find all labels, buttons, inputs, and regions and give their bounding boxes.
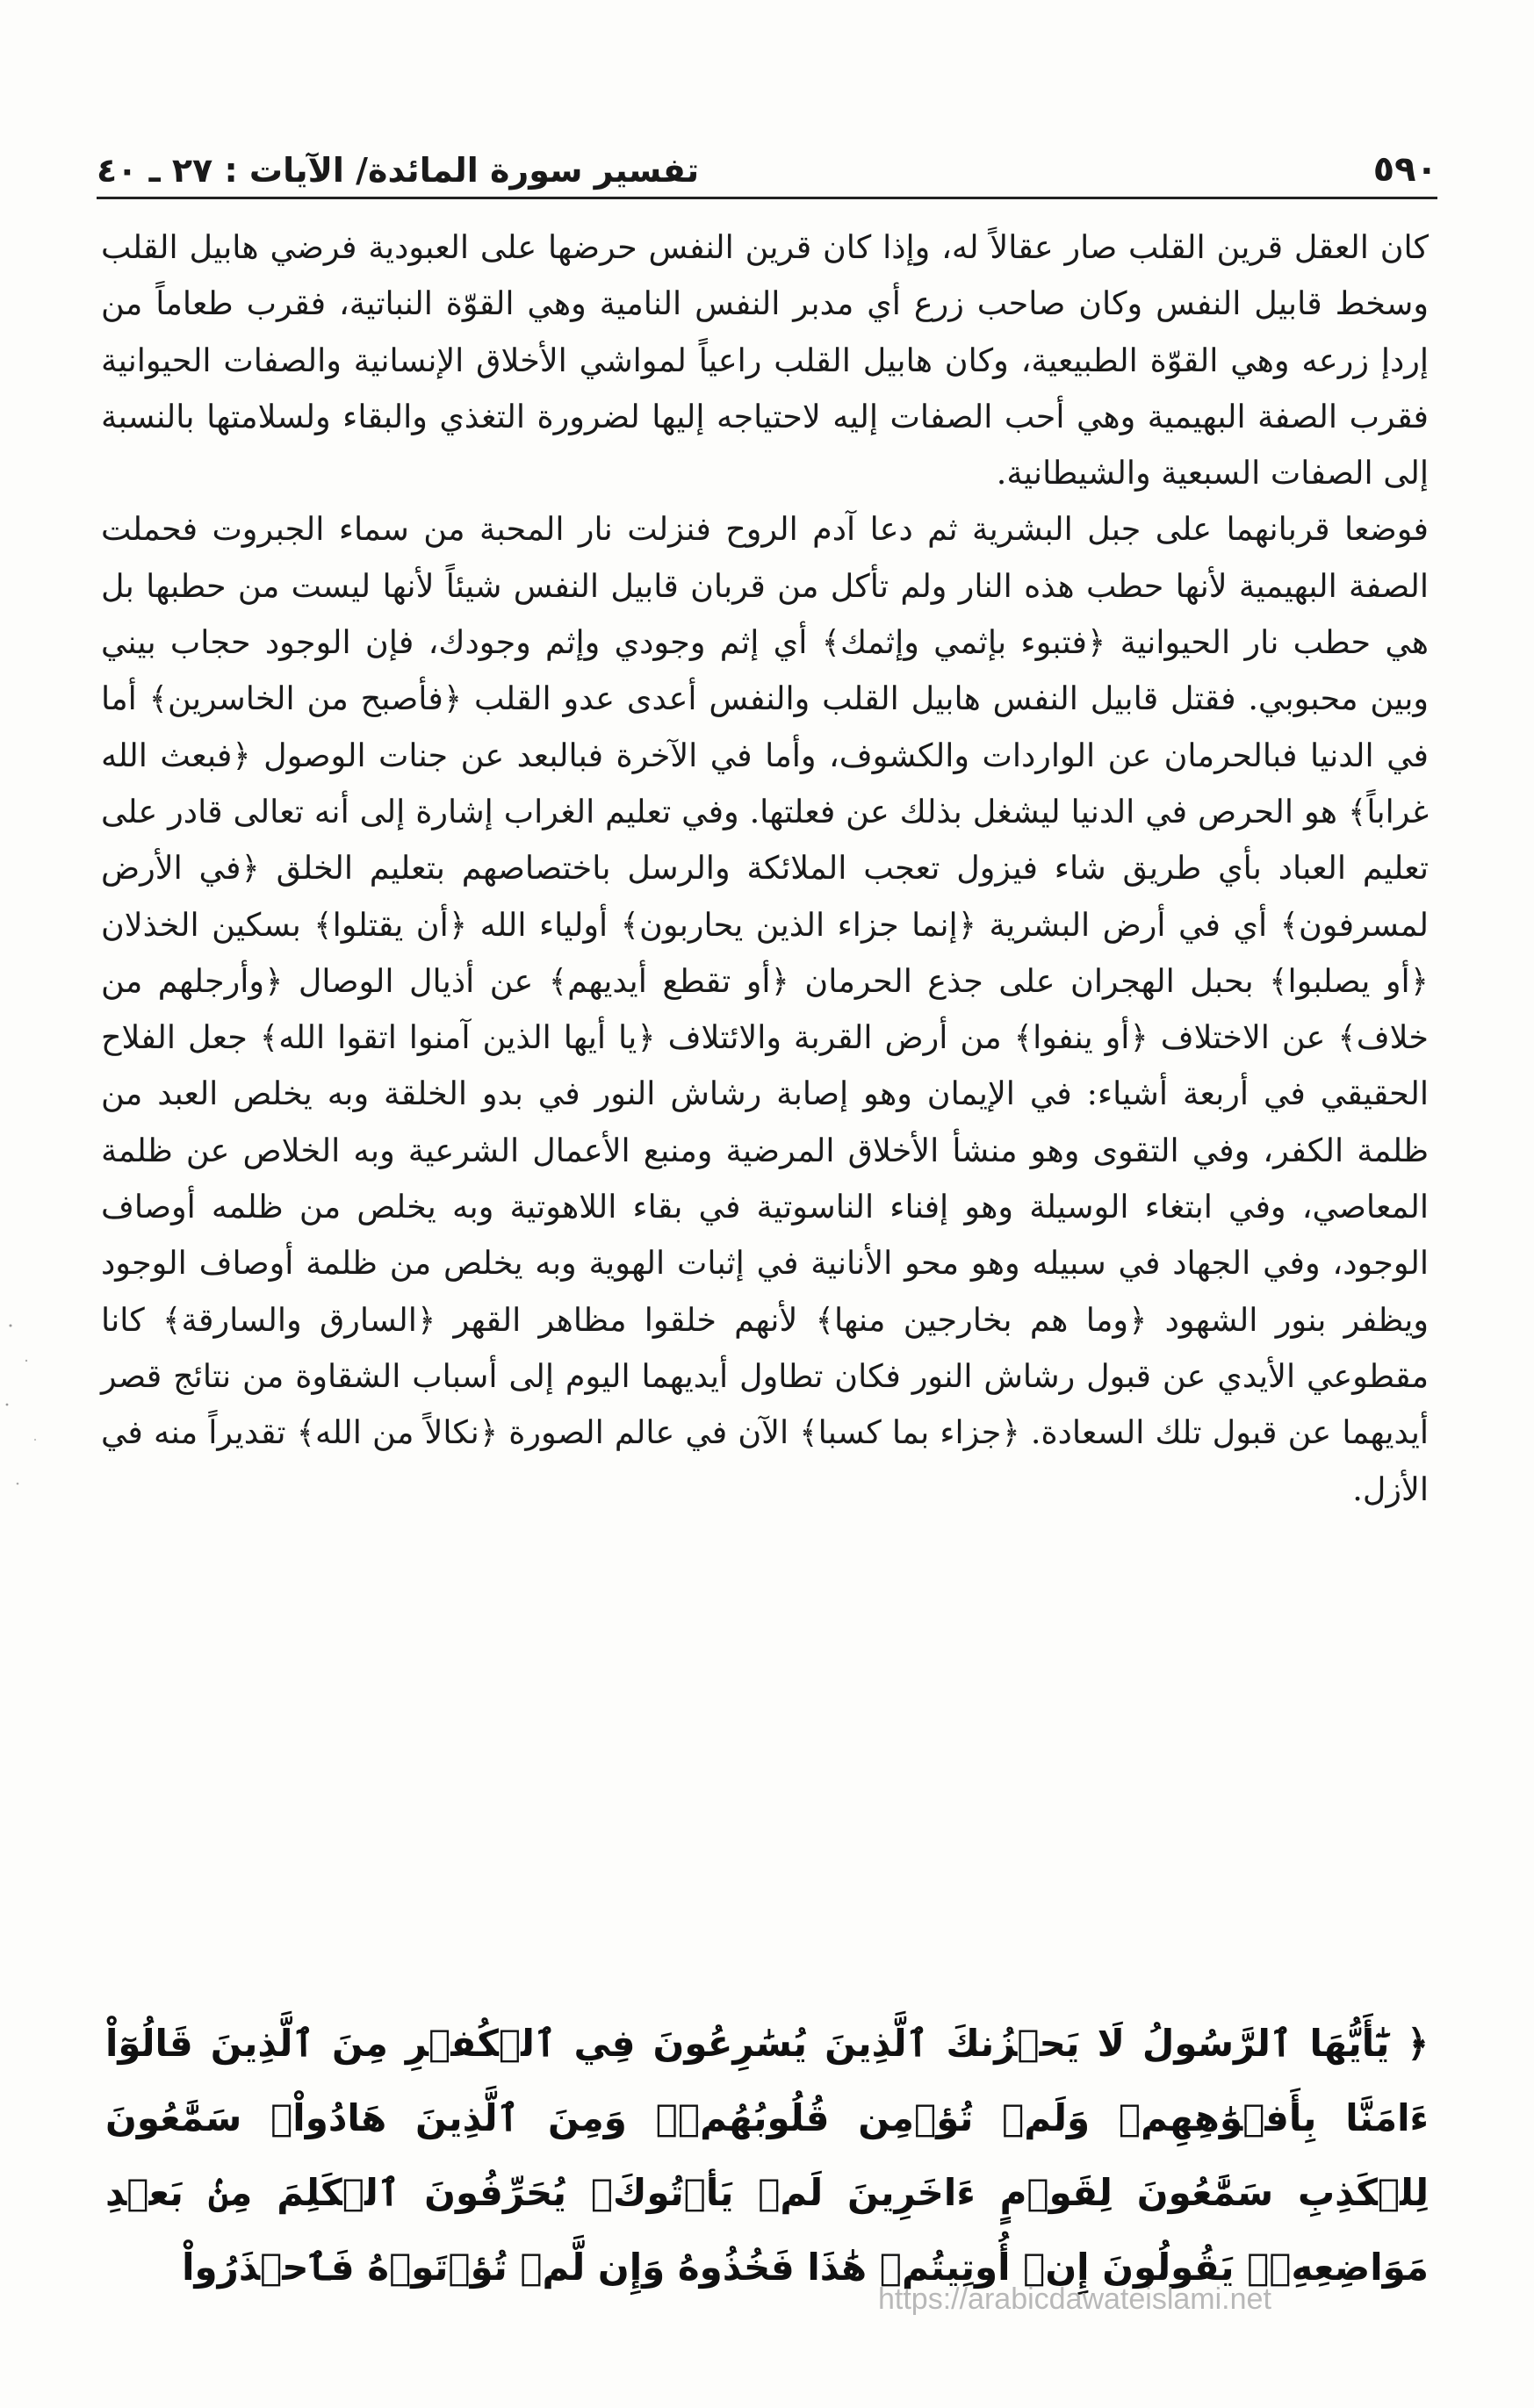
page-header xyxy=(97,132,1437,199)
watermark-url: https://arabicdawateislami.net xyxy=(878,2282,1271,2316)
scan-specks xyxy=(0,1308,88,1536)
page-number: ٥٩٠ xyxy=(1372,149,1437,190)
running-title: تفسير سورة المائدة/ الآيات : ٢٧ ـ ٤٠ xyxy=(97,151,700,190)
quran-verse: ﴿ يَٰٓأَيُّهَا ٱلرَّسُولُ لَا يَحۡزُنكَ ٱلَّذِينَ يُسَٰرِعُونَ فِي ٱلۡكُفۡرِ مِنَ ٱلَّذِينَ قَالُوٓاْ ءَامَنَّا بِأَفۡوَٰهِهِمۡ وَلَمۡ تُؤۡمِن قُلُوبُهُمۡۛ وَمِنَ ٱلَّذِينَ هَادُواْۛ سَمَّٰعُونَ لِلۡكَذِبِ سَمَّٰعُونَ لِقَوۡمٍ ءَاخَرِينَ لَمۡ يَأۡتُوكَۖ يُحَرِّفُونَ ٱلۡكَلِمَ مِنۢ بَعۡدِ مَوَاضِعِهِۦۖ يَقُولُونَ إِنۡ أُوتِيتُمۡ هَٰذَا فَخُذُوهُ وَإِن لَّمۡ تُؤۡتَوۡهُ فَٱحۡذَرُواْ xyxy=(105,2022,1429,2289)
paragraph: فوضعا قربانهما على جبل البشرية ثم دعا آدم الروح فنزلت نار المحبة من سماء الجبروت فحملت الصفة البهيمية لأنها حطب هذه النار ولم تأكل من قربان قابيل النفس شيئاً لأنها ليست من حطبها بل هي حطب نار الحيوانية ﴿فتبوء بإثمي وإثمك﴾ أي إثم وجودي وإثم وجودك، فإن الوجود حجاب بيني وبين محبوبي. فقتل قابيل النفس هابيل القلب والنفس أعدى عدو القلب ﴿فأصبح من الخاسرين﴾ أما في الدنيا فبالحرمان عن الواردات والكشوف، وأما في الآخرة فبالبعد عن جنات الوصول ﴿فبعث الله غراباً﴾ هو الحرص في الدنيا ليشغل بذلك عن فعلتها. وفي تعليم الغراب إشارة إلى أنه تعالى قادر على تعليم العباد بأي طريق شاء فيزول تعجب الملائكة والرسل باختصاصهم بتعليم الخلق ﴿في الأرض لمسرفون﴾ أي في أرض البشرية ﴿إنما جزاء الذين يحاربون﴾ أولياء الله ﴿أن يقتلوا﴾ بسكين الخذلان ﴿أو يصلبوا﴾ بحبل الهجران على جذع الحرمان ﴿أو تقطع أيديهم﴾ عن أذيال الوصال ﴿وأرجلهم من خلاف﴾ عن الاختلاف ﴿أو ينفوا﴾ من أرض القربة والائتلاف ﴿يا أيها الذين آمنوا اتقوا الله﴾ جعل الفلاح الحقيقي في أربعة أشياء: في الإيمان وهو إصابة رشاش النور في بدو الخلقة وبه يخلص العبد من ظلمة الكفر، وفي التقوى وهو منشأ الأخلاق المرضية ومنبع الأعمال الشرعية وبه الخلاص عن ظلمة المعاصي، وفي ابتغاء الوسيلة وهو إفناء الناسوتية في بقاء اللاهوتية وبه يخلص من ظلمه أوصاف الوجود، وفي الجهاد في سبيله وهو محو الأنانية في إثبات الهوية وبه يخلص من ظلمة أوصاف الوجود ويظفر بنور الشهود ﴿وما هم بخارجين منها﴾ لأنهم خلقوا مظاهر القهر ﴿السارق والسارقة﴾ كانا مقطوعي الأيدي عن قبول رشاش النور فكان تطاول أيديهما اليوم إلى أسباب الشقاوة من نتائج قصر أيديهما عن قبول تلك السعادة. ﴿جزاء بما كسبا﴾ الآن في عالم الصورة ﴿نكالاً من الله﴾ تقديراً منه في الأزل. xyxy=(101,510,1429,1508)
paragraph: كان العقل قرين القلب صار عقالاً له، وإذا كان قرين النفس حرضها على العبودية فرضي هابيل القلب وسخط قابيل النفس وكان صاحب زرع أي مدبر النفس النامية وهي القوّة النباتية، فقرب طعاماً من إردإ زرعه وهي القوّة الطبيعية، وكان هابيل القلب راعياً لمواشي الأخلاق الإنسانية والصفات الحيوانية فقرب الصفة البهيمية وهي أحب الصفات إليه لاحتياجه إليها لضرورة التغذي والبقاء ولسلامتها بالنسبة إلى الصفات السبعية والشيطانية. xyxy=(101,228,1429,492)
commentary-text xyxy=(101,219,1429,1518)
quran-verse-block xyxy=(105,2006,1429,2304)
